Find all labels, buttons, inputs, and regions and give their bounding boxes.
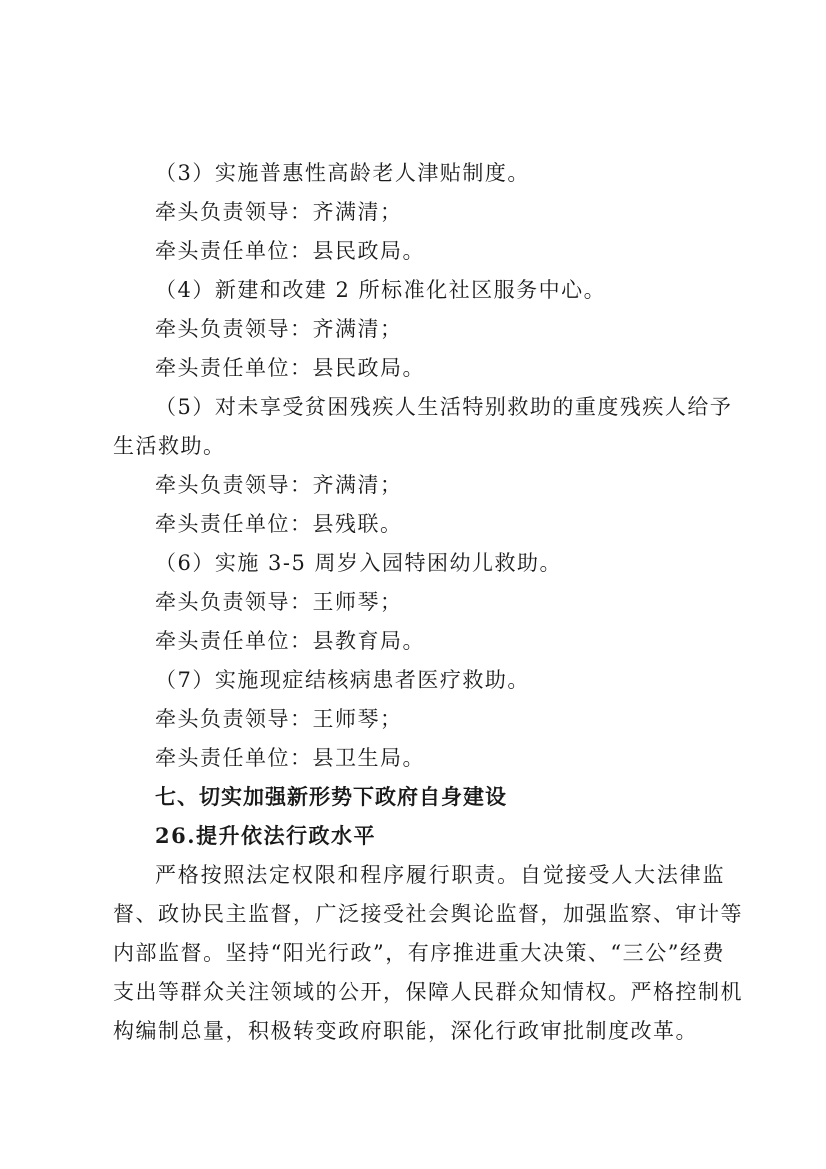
item-5-title-line2: 生活救助。	[113, 434, 226, 458]
item-5-title-line1: （5）对未享受贫困残疾人生活特别救助的重度残疾人给予	[155, 395, 733, 419]
paragraph-line-1: 严格按照法定权限和程序履行职责。自觉接受人大法律监	[155, 863, 725, 887]
item-4-title: （4）新建和改建 2 所标准化社区服务中心。	[155, 278, 607, 302]
item-7-leader: 牵头负责领导：王师琴；	[155, 707, 403, 731]
item-5-leader: 牵头负责领导：齐满清；	[155, 473, 403, 497]
item-7-title: （7）实施现症结核病患者医疗救助。	[155, 668, 530, 692]
item-5-unit: 牵头责任单位：县残联。	[155, 512, 403, 536]
item-3-leader: 牵头负责领导：齐满清；	[155, 200, 403, 224]
paragraph-line-3: 内部监督。坚持“阳光行政”，有序推进重大决策、“三公”经费	[113, 941, 725, 965]
item-6-leader: 牵头负责领导：王师琴；	[155, 590, 403, 614]
item-6-title: （6）实施 3-5 周岁入园特困幼儿救助。	[155, 551, 563, 575]
item-4-leader: 牵头负责领导：齐满清；	[155, 317, 403, 341]
item-6-unit: 牵头责任单位：县教育局。	[155, 629, 425, 653]
item-7-unit: 牵头责任单位：县卫生局。	[155, 746, 425, 770]
paragraph-line-2: 督、政协民主监督，广泛接受社会舆论监督，加强监察、审计等	[113, 902, 743, 926]
paragraph-line-4: 支出等群众关注领域的公开，保障人民群众知情权。严格控制机	[113, 980, 743, 1004]
paragraph-line-5: 构编制总量，积极转变政府职能，深化行政审批制度改革。	[113, 1019, 698, 1043]
section-heading: 七、切实加强新形势下政府自身建设	[155, 785, 507, 809]
section-subheading: 26.提升依法行政水平	[155, 823, 377, 848]
item-3-title: （3）实施普惠性高龄老人津贴制度。	[155, 161, 530, 185]
item-4-unit: 牵头责任单位：县民政局。	[155, 356, 425, 380]
item-3-unit: 牵头责任单位：县民政局。	[155, 239, 425, 263]
